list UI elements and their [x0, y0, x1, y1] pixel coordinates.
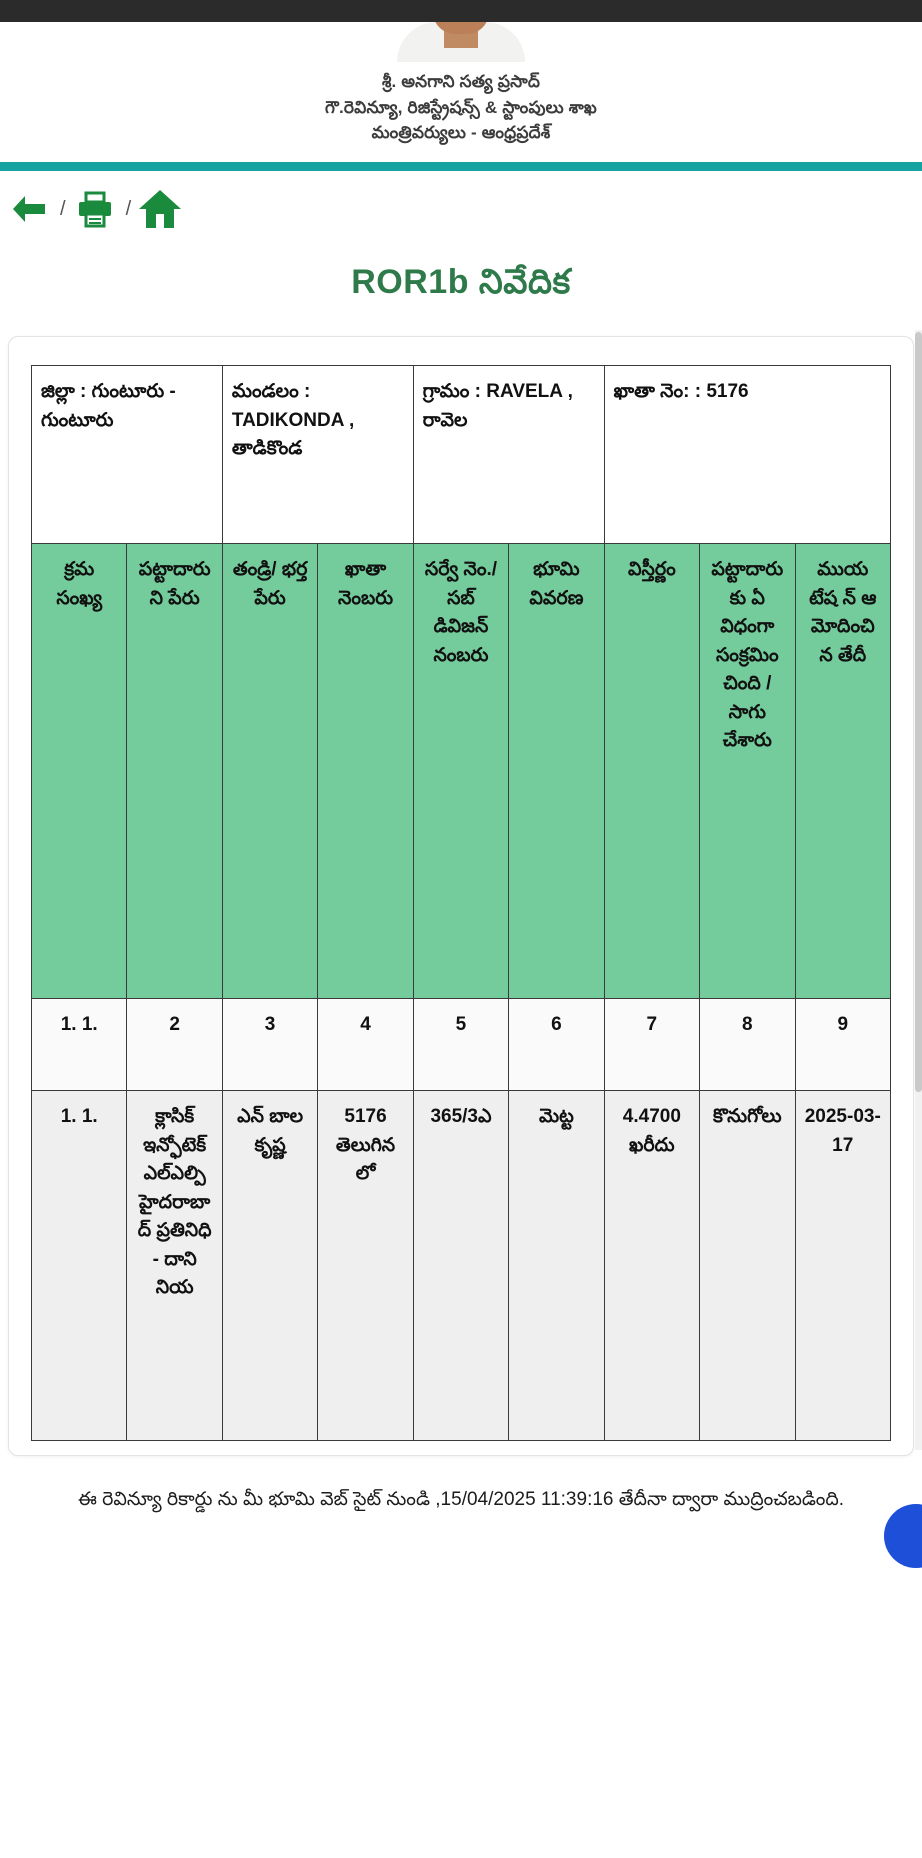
- col-num-5: 5: [413, 999, 508, 1091]
- col-num-2: 2: [127, 999, 222, 1091]
- col-header-father-name: తండ్రి/ భర్త పేరు: [222, 544, 317, 999]
- col-header-sno: క్రమ సంఖ్య: [32, 544, 127, 999]
- khata-label: ఖాతా నెం: :: [613, 381, 702, 402]
- cell-extent: 4.4700 ఖరీదు: [604, 1091, 699, 1441]
- page-scrollbar-thumb[interactable]: [915, 332, 922, 1092]
- cell-khata-no: 5176 తెలుగిన లో: [318, 1091, 413, 1441]
- column-number-row: [32, 999, 891, 1091]
- minister-designation: మంత్రివర్యులు - ఆంధ్రప్రదేశ్: [371, 123, 551, 143]
- top-status-bar: [0, 0, 922, 22]
- ror1b-table: [31, 365, 891, 1441]
- info-row: [32, 366, 891, 544]
- minister-department: గౌ.రెవిన్యూ, రిజిస్ట్రేషన్స్ & స్టాంపులు శాఖ: [325, 97, 597, 117]
- district-value: గుంటూరు - గుంటూరు: [41, 381, 176, 431]
- col-header-mutation-date: ముయ టేష న్ ఆ మోదించిన తేదీ: [795, 544, 891, 999]
- col-num-7: 7: [604, 999, 699, 1091]
- cell-acquired-mode: కొనుగోలు: [700, 1091, 795, 1441]
- col-num-9: 9: [795, 999, 891, 1091]
- info-cell-khata: [604, 366, 890, 544]
- nav-separator-1: /: [60, 197, 66, 220]
- cell-land-desc: మెట్ట: [509, 1091, 604, 1441]
- print-footer-note: ఈ రెవిన్యూ రికార్డు ను మీ భూమి వెబ్ సైట్ నుండి ,15/04/2025 11:39:16 తేదీనా ద్వారా ముద్రించబడింది.: [77, 1489, 845, 1510]
- cell-mutation-date: 2025-03-17: [795, 1091, 891, 1441]
- printer-icon[interactable]: [72, 186, 118, 232]
- cell-sno: 1. 1.: [32, 1091, 127, 1441]
- col-header-extent: విస్తీర్ణం: [604, 544, 699, 999]
- col-num-6: 6: [509, 999, 604, 1091]
- col-num-8: 8: [700, 999, 795, 1091]
- info-cell-district: [32, 366, 223, 544]
- col-num-3: 3: [222, 999, 317, 1091]
- navigation-toolbar: [0, 171, 922, 247]
- col-num-4: 4: [318, 999, 413, 1091]
- minister-photo: [397, 22, 525, 62]
- col-num-1: 1. 1.: [32, 999, 127, 1091]
- village-label: గ్రామం :: [422, 381, 482, 402]
- cell-father-name: ఎన్ బాల కృష్ణ: [222, 1091, 317, 1441]
- col-header-khata-no: ఖాతా నెంబరు: [318, 544, 413, 999]
- nav-separator-2: /: [125, 197, 132, 220]
- mandal-label: మండలం :: [231, 381, 311, 402]
- col-header-pattadar-name: పట్టాదారుని పేరు: [127, 544, 222, 999]
- home-icon[interactable]: [137, 186, 183, 232]
- cell-pattadar-name: క్లాసిక్ ఇన్ఫోటెక్ ఎల్ఎల్పి హైదరాబాద్ ప్రతినిధి - దాని నియ: [127, 1091, 222, 1441]
- khata-value: 5176: [706, 381, 749, 402]
- info-cell-mandal: [222, 366, 413, 544]
- mandal-value: TADIKONDA , తాడికొండ: [231, 409, 355, 459]
- col-header-acquired-mode: పట్టాదారుకు ఏ విధంగా సంక్రమించింది / సాగు చేశారు: [700, 544, 795, 999]
- page-title: ROR1b నివేదిక: [351, 263, 571, 301]
- teal-divider: [0, 162, 922, 171]
- column-header-row: [32, 544, 891, 999]
- col-header-survey-no: సర్వే నెం./ సబ్ డివిజన్ నంబరు: [413, 544, 508, 999]
- minister-banner: [0, 22, 922, 162]
- village-value: RAVELA , రావెల: [422, 381, 573, 431]
- info-cell-village: [413, 366, 604, 544]
- report-card: [8, 336, 914, 1456]
- district-label: జిల్లా :: [41, 381, 87, 402]
- back-arrow-icon[interactable]: [6, 186, 52, 232]
- col-header-land-desc: భూమి వివరణ: [509, 544, 604, 999]
- minister-name: శ్రీ. అనగాని సత్య ప్రసాద్: [381, 72, 541, 91]
- cell-survey-no: 365/3ఎ: [413, 1091, 508, 1441]
- table-row: [32, 1091, 891, 1441]
